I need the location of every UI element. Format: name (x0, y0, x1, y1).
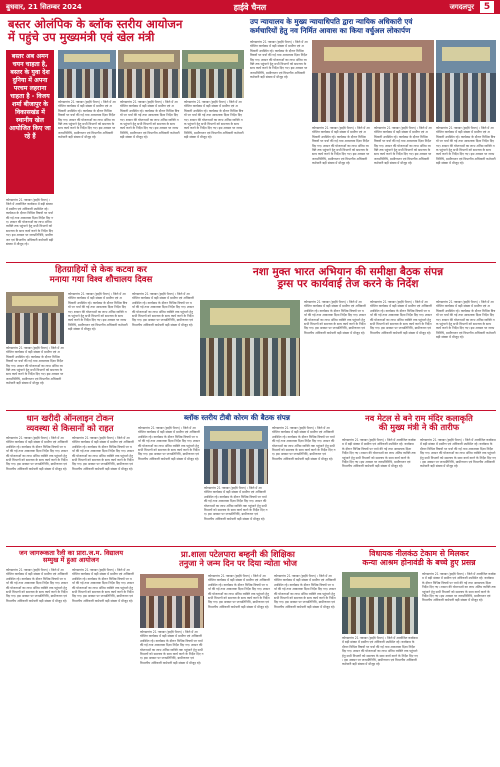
story1-headline (8, 18, 240, 44)
story8-headline-line1: जन जागरूकता रैली का प्रारा.ज.म. विद्यालय (18, 549, 124, 557)
section-divider-3 (6, 546, 496, 547)
story3-text-col1: कोण्डागांव 21 नवम्बर (हाईवे चैनल) । जिले में आयोजित कार्यक्रम में बड़ी संख्या में ग्रामीण एवं अधिकारी उपस्थित रहे। कार्यक्रम के दौरान विभिन्न विषयों पर चर्चा की गई तथा आवश्यक दिशा निर्देश दिए गए। शासन की योजनाओं का लाभ अंतिम व्यक्ति तक पहुंचाने हेतु सभी विभागों को समन्वय के साथ कार्य करने के निर्देश दिए गए। इस अवसर पर जनप्रतिनिधि, ग्रामीणजन एवं विभागीय अधिकारी कर्मचारी बड़ी संख्या में मौजूद रहे। (6, 346, 64, 386)
story6-text-col1: कोण्डागांव 21 नवम्बर (हाईवे चैनल) । जिले में आयोजित कार्यक्रम में बड़ी संख्या में ग्रामीण एवं अधिकारी उपस्थित रहे। कार्यक्रम के दौरान विभिन्न विषयों पर चर्चा की गई तथा आवश्यक दिशा निर्देश दिए गए। शासन की योजनाओं का लाभ अंतिम व्यक्ति तक पहुंचाने हेतु सभी विभागों को समन्वय के साथ कार्य करने के निर्देश दिए गए। इस अवसर पर जनप्रतिनिधि, ग्रामीणजन एवं विभागीय अधिकारी कर्मचारी बड़ी संख्या में मौजूद रहे। (138, 426, 200, 461)
story5-headline-line1: धान खरीदी ऑनलाइन टोकन (26, 413, 114, 423)
story2-text-col1: कोण्डागांव 21 नवम्बर (हाईवे चैनल) । जिले में आयोजित कार्यक्रम में बड़ी संख्या में ग्रामीण एवं अधिकारी उपस्थित रहे। कार्यक्रम के दौरान विभिन्न विषयों पर चर्चा की गई तथा आवश्यक दिशा निर्देश दिए गए। शासन की योजनाओं का लाभ अंतिम व्यक्ति तक पहुंचाने हेतु सभी विभागों को समन्वय के साथ कार्य करने के निर्देश दिए गए। इस अवसर पर जनप्रतिनिधि, ग्रामीणजन एवं विभागीय अधिकारी कर्मचारी बड़ी संख्या में मौजूद रहे। (250, 40, 308, 80)
story3-headline-line1: हितग्राहियों से केक कटवा कर (55, 265, 147, 275)
story9-text-col3: कोण्डागांव 21 नवम्बर (हाईवे चैनल) । जिले में आयोजित कार्यक्रम में बड़ी संख्या में ग्रामीण एवं अधिकारी उपस्थित रहे। कार्यक्रम के दौरान विभिन्न विषयों पर चर्चा की गई तथा आवश्यक दिशा निर्देश दिए गए। शासन की योजनाओं का लाभ अंतिम व्यक्ति तक पहुंचाने हेतु सभी विभागों को समन्वय के साथ कार्य करने के निर्देश दिए गए। इस अवसर पर जनप्रतिनिधि, ग्रामीणजन एवं विभागीय अधिकारी कर्मचारी बड़ी संख्या में मौजूद रहे। (274, 574, 336, 609)
story4-text-col2: कोण्डागांव 21 नवम्बर (हाईवे चैनल) । जिले में आयोजित कार्यक्रम में बड़ी संख्या में ग्रामीण एवं अधिकारी उपस्थित रहे। कार्यक्रम के दौरान विभिन्न विषयों पर चर्चा की गई तथा आवश्यक दिशा निर्देश दिए गए। शासन की योजनाओं का लाभ अंतिम व्यक्ति तक पहुंचाने हेतु सभी विभागों को समन्वय के साथ कार्य करने के निर्देश दिए गए। इस अवसर पर जनप्रतिनिधि, ग्रामीणजन एवं विभागीय अधिकारी कर्मचारी बड़ी संख्या में मौजूद रहे। (370, 300, 432, 335)
story9-photo (140, 574, 204, 628)
story10-headline-line2: कन्या आश्रम होनावंडी के बच्चे हुए प्रसन्न (362, 557, 476, 567)
story4-headline-line1: नशा मुक्त भारत अभियान की समीक्षा बैठक संपन्न (252, 266, 444, 278)
story2-text-col2: कोण्डागांव 21 नवम्बर (हाईवे चैनल) । जिले में आयोजित कार्यक्रम में बड़ी संख्या में ग्रामीण एवं अधिकारी उपस्थित रहे। कार्यक्रम के दौरान विभिन्न विषयों पर चर्चा की गई तथा आवश्यक दिशा निर्देश दिए गए। शासन की योजनाओं का लाभ अंतिम व्यक्ति तक पहुंचाने हेतु सभी विभागों को समन्वय के साथ कार्य करने के निर्देश दिए गए। इस अवसर पर जनप्रतिनिधि, ग्रामीणजन एवं विभागीय अधिकारी कर्मचारी बड़ी संख्या में मौजूद रहे। (312, 126, 370, 166)
story6-text-col2: कोण्डागांव 21 नवम्बर (हाईवे चैनल) । जिले में आयोजित कार्यक्रम में बड़ी संख्या में ग्रामीण एवं अधिकारी उपस्थित रहे। कार्यक्रम के दौरान विभिन्न विषयों पर चर्चा की गई तथा आवश्यक दिशा निर्देश दिए गए। शासन की योजनाओं का लाभ अंतिम व्यक्ति तक पहुंचाने हेतु सभी विभागों को समन्वय के साथ कार्य करने के निर्देश दिए गए। इस अवसर पर जनप्रतिनिधि, ग्रामीणजन एवं विभागीय अधिकारी कर्मचारी बड़ी संख्या में मौजूद रहे। (204, 486, 268, 521)
story2-text-col3: कोण्डागांव 21 नवम्बर (हाईवे चैनल) । जिले में आयोजित कार्यक्रम में बड़ी संख्या में ग्रामीण एवं अधिकारी उपस्थित रहे। कार्यक्रम के दौरान विभिन्न विषयों पर चर्चा की गई तथा आवश्यक दिशा निर्देश दिए गए। शासन की योजनाओं का लाभ अंतिम व्यक्ति तक पहुंचाने हेतु सभी विभागों को समन्वय के साथ कार्य करने के निर्देश दिए गए। इस अवसर पर जनप्रतिनिधि, ग्रामीणजन एवं विभागीय अधिकारी कर्मचारी बड़ी संख्या में मौजूद रहे। (374, 126, 432, 166)
story7-headline (342, 414, 496, 433)
section-divider-2 (6, 410, 496, 411)
story1-photo-1 (58, 50, 116, 98)
story1-text-col2: कोण्डागांव 21 नवम्बर (हाईवे चैनल) । जिले में आयोजित कार्यक्रम में बड़ी संख्या में ग्रामीण एवं अधिकारी उपस्थित रहे। कार्यक्रम के दौरान विभिन्न विषयों पर चर्चा की गई तथा आवश्यक दिशा निर्देश दिए गए। शासन की योजनाओं का लाभ अंतिम व्यक्ति तक पहुंचाने हेतु सभी विभागों को समन्वय के साथ कार्य करने के निर्देश दिए गए। इस अवसर पर जनप्रतिनिधि, ग्रामीणजन एवं विभागीय अधिकारी कर्मचारी बड़ी संख्या में मौजूद रहे। (58, 100, 116, 140)
story1-photo-2 (118, 50, 180, 98)
story8-text-col1: कोण्डागांव 21 नवम्बर (हाईवे चैनल) । जिले में आयोजित कार्यक्रम में बड़ी संख्या में ग्रामीण एवं अधिकारी उपस्थित रहे। कार्यक्रम के दौरान विभिन्न विषयों पर चर्चा की गई तथा आवश्यक दिशा निर्देश दिए गए। शासन की योजनाओं का लाभ अंतिम व्यक्ति तक पहुंचाने हेतु सभी विभागों को समन्वय के साथ कार्य करने के निर्देश दिए गए। इस अवसर पर जनप्रतिनिधि, ग्रामीणजन एवं विभागीय अधिकारी कर्मचारी बड़ी संख्या में मौजूद रहे। (6, 568, 68, 603)
story1-headline-line1: बस्तर ओलंपिक के ब्लॉक स्तरीय आयोजन (8, 17, 183, 31)
story9-headline (140, 550, 336, 569)
story5-text-col2: कोण्डागांव 21 नवम्बर (हाईवे चैनल) । जिले में आयोजित कार्यक्रम में बड़ी संख्या में ग्रामीण एवं अधिकारी उपस्थित रहे। कार्यक्रम के दौरान विभिन्न विषयों पर चर्चा की गई तथा आवश्यक दिशा निर्देश दिए गए। शासन की योजनाओं का लाभ अंतिम व्यक्ति तक पहुंचाने हेतु सभी विभागों को समन्वय के साथ कार्य करने के निर्देश दिए गए। इस अवसर पर जनप्रतिनिधि, ग्रामीणजन एवं विभागीय अधिकारी कर्मचारी बड़ी संख्या में मौजूद रहे। (72, 436, 134, 471)
story2-headline-line1: उप न्यायालय के मुख्य न्यायाधिपति द्वारा न्यायिक अधिकारी एवं (250, 17, 413, 26)
story5-headline (8, 414, 132, 433)
story1-headline-line2: में पहुंचे उप मुख्यमंत्री एवं खेल मंत्री (8, 30, 155, 45)
story8-headline-line2: सम्मुख में हुआ आयोजन (43, 556, 99, 565)
story4-headline (200, 266, 496, 290)
page-number: 5 (480, 1, 494, 13)
story4-text-col1: कोण्डागांव 21 नवम्बर (हाईवे चैनल) । जिले में आयोजित कार्यक्रम में बड़ी संख्या में ग्रामीण एवं अधिकारी उपस्थित रहे। कार्यक्रम के दौरान विभिन्न विषयों पर चर्चा की गई तथा आवश्यक दिशा निर्देश दिए गए। शासन की योजनाओं का लाभ अंतिम व्यक्ति तक पहुंचाने हेतु सभी विभागों को समन्वय के साथ कार्य करने के निर्देश दिए गए। इस अवसर पर जनप्रतिनिधि, ग्रामीणजन एवं विभागीय अधिकारी कर्मचारी बड़ी संख्या में मौजूद रहे। (304, 300, 366, 335)
story3-headline (8, 266, 194, 286)
newspaper-name: हाईवे चैनल (233, 2, 267, 12)
story1-photo-3 (182, 50, 244, 98)
story7-headline-line1: नव मेटल से बने राम मंदिर कलाकृति (365, 413, 473, 423)
story9-headline-line1: प्रा.शाला पटेलपारा बम्हनी की शिक्षिका (181, 549, 295, 559)
story10-photo (342, 572, 418, 634)
story1-quote-box: बस्तर अब अमन चयन चाहता है, बस्तर के युवा देश दुनिया में अपना परचम लहराना चाहता है - विजय शर्मा बीजापुर के विकासखंड में स्थानीय खेल आयोजित किए जा रहे हैं (6, 50, 54, 194)
story8-headline (8, 550, 134, 565)
story2-text-col4: कोण्डागांव 21 नवम्बर (हाईवे चैनल) । जिले में आयोजित कार्यक्रम में बड़ी संख्या में ग्रामीण एवं अधिकारी उपस्थित रहे। कार्यक्रम के दौरान विभिन्न विषयों पर चर्चा की गई तथा आवश्यक दिशा निर्देश दिए गए। शासन की योजनाओं का लाभ अंतिम व्यक्ति तक पहुंचाने हेतु सभी विभागों को समन्वय के साथ कार्य करने के निर्देश दिए गए। इस अवसर पर जनप्रतिनिधि, ग्रामीणजन एवं विभागीय अधिकारी कर्मचारी बड़ी संख्या में मौजूद रहे। (436, 126, 496, 166)
story4-headline-line2: ड्रग्स पर कार्यवाई तेज करने के निर्देश (277, 278, 419, 291)
story6-photo (204, 426, 268, 484)
story7-headline-line2: की मुख्य मंत्री ने की तारीफ (378, 422, 460, 433)
page-header (0, 0, 500, 14)
story9-text-col1: कोण्डागांव 21 नवम्बर (हाईवे चैनल) । जिले में आयोजित कार्यक्रम में बड़ी संख्या में ग्रामीण एवं अधिकारी उपस्थित रहे। कार्यक्रम के दौरान विभिन्न विषयों पर चर्चा की गई तथा आवश्यक दिशा निर्देश दिए गए। शासन की योजनाओं का लाभ अंतिम व्यक्ति तक पहुंचाने हेतु सभी विभागों को समन्वय के साथ कार्य करने के निर्देश दिए गए। इस अवसर पर जनप्रतिनिधि, ग्रामीणजन एवं विभागीय अधिकारी कर्मचारी बड़ी संख्या में मौजूद रहे। (140, 630, 204, 665)
story2-headline (250, 18, 496, 35)
story6-headline: ब्लॉक स्तरीय टीबी कोरम की बैठक संपन्न (184, 413, 290, 422)
story10-text-col1: कोण्डागांव 21 नवम्बर (हाईवे चैनल) । जिले में आयोजित कार्यक्रम में बड़ी संख्या में ग्रामीण एवं अधिकारी उपस्थित रहे। कार्यक्रम के दौरान विभिन्न विषयों पर चर्चा की गई तथा आवश्यक दिशा निर्देश दिए गए। शासन की योजनाओं का लाभ अंतिम व्यक्ति तक पहुंचाने हेतु सभी विभागों को समन्वय के साथ कार्य करने के निर्देश दिए गए। इस अवसर पर जनप्रतिनिधि, ग्रामीणजन एवं विभागीय अधिकारी कर्मचारी बड़ी संख्या में मौजूद रहे। (342, 636, 418, 667)
story7-text-col1: कोण्डागांव 21 नवम्बर (हाईवे चैनल) । जिले में आयोजित कार्यक्रम में बड़ी संख्या में ग्रामीण एवं अधिकारी उपस्थित रहे। कार्यक्रम के दौरान विभिन्न विषयों पर चर्चा की गई तथा आवश्यक दिशा निर्देश दिए गए। शासन की योजनाओं का लाभ अंतिम व्यक्ति तक पहुंचाने हेतु सभी विभागों को समन्वय के साथ कार्य करने के निर्देश दिए गए। इस अवसर पर जनप्रतिनिधि, ग्रामीणजन एवं विभागीय अधिकारी कर्मचारी बड़ी संख्या में मौजूद रहे। (342, 438, 416, 469)
story3-text-col2: कोण्डागांव 21 नवम्बर (हाईवे चैनल) । जिले में आयोजित कार्यक्रम में बड़ी संख्या में ग्रामीण एवं अधिकारी उपस्थित रहे। कार्यक्रम के दौरान विभिन्न विषयों पर चर्चा की गई तथा आवश्यक दिशा निर्देश दिए गए। शासन की योजनाओं का लाभ अंतिम व्यक्ति तक पहुंचाने हेतु सभी विभागों को समन्वय के साथ कार्य करने के निर्देश दिए गए। इस अवसर पर जनप्रतिनिधि, ग्रामीणजन एवं विभागीय अधिकारी कर्मचारी बड़ी संख्या में मौजूद रहे। (68, 292, 128, 332)
story1-text-col3: कोण्डागांव 21 नवम्बर (हाईवे चैनल) । जिले में आयोजित कार्यक्रम में बड़ी संख्या में ग्रामीण एवं अधिकारी उपस्थित रहे। कार्यक्रम के दौरान विभिन्न विषयों पर चर्चा की गई तथा आवश्यक दिशा निर्देश दिए गए। शासन की योजनाओं का लाभ अंतिम व्यक्ति तक पहुंचाने हेतु सभी विभागों को समन्वय के साथ कार्य करने के निर्देश दिए गए। इस अवसर पर जनप्रतिनिधि, ग्रामीणजन एवं विभागीय अधिकारी कर्मचारी बड़ी संख्या में मौजूद रहे। (120, 100, 180, 140)
story2-photo-2 (436, 40, 496, 122)
story10-headline-line1: विधायक नीलकंठ टेकाम से मिलकर (369, 549, 469, 558)
story1-text-col4: कोण्डागांव 21 नवम्बर (हाईवे चैनल) । जिले में आयोजित कार्यक्रम में बड़ी संख्या में ग्रामीण एवं अधिकारी उपस्थित रहे। कार्यक्रम के दौरान विभिन्न विषयों पर चर्चा की गई तथा आवश्यक दिशा निर्देश दिए गए। शासन की योजनाओं का लाभ अंतिम व्यक्ति तक पहुंचाने हेतु सभी विभागों को समन्वय के साथ कार्य करने के निर्देश दिए गए। इस अवसर पर जनप्रतिनिधि, ग्रामीणजन एवं विभागीय अधिकारी कर्मचारी बड़ी संख्या में मौजूद रहे। (184, 100, 244, 140)
story6-text-col3: कोण्डागांव 21 नवम्बर (हाईवे चैनल) । जिले में आयोजित कार्यक्रम में बड़ी संख्या में ग्रामीण एवं अधिकारी उपस्थित रहे। कार्यक्रम के दौरान विभिन्न विषयों पर चर्चा की गई तथा आवश्यक दिशा निर्देश दिए गए। शासन की योजनाओं का लाभ अंतिम व्यक्ति तक पहुंचाने हेतु सभी विभागों को समन्वय के साथ कार्य करने के निर्देश दिए गए। इस अवसर पर जनप्रतिनिधि, ग्रामीणजन एवं विभागीय अधिकारी कर्मचारी बड़ी संख्या में मौजूद रहे। (272, 426, 336, 461)
story7-text-col2: कोण्डागांव 21 नवम्बर (हाईवे चैनल) । जिले में आयोजित कार्यक्रम में बड़ी संख्या में ग्रामीण एवं अधिकारी उपस्थित रहे। कार्यक्रम के दौरान विभिन्न विषयों पर चर्चा की गई तथा आवश्यक दिशा निर्देश दिए गए। शासन की योजनाओं का लाभ अंतिम व्यक्ति तक पहुंचाने हेतु सभी विभागों को समन्वय के साथ कार्य करने के निर्देश दिए गए। इस अवसर पर जनप्रतिनिधि, ग्रामीणजन एवं विभागीय अधिकारी कर्मचारी बड़ी संख्या में मौजूद रहे। (420, 438, 496, 469)
issue-date: बुधवार, 21 सितम्बर 2024 (6, 2, 82, 11)
story2-headline-line2: कर्मचारियों हेतु नव निर्मित आवास का किया वर्चुअल लोकार्पण (250, 25, 411, 35)
story10-text-col2: कोण्डागांव 21 नवम्बर (हाईवे चैनल) । जिले में आयोजित कार्यक्रम में बड़ी संख्या में ग्रामीण एवं अधिकारी उपस्थित रहे। कार्यक्रम के दौरान विभिन्न विषयों पर चर्चा की गई तथा आवश्यक दिशा निर्देश दिए गए। शासन की योजनाओं का लाभ अंतिम व्यक्ति तक पहुंचाने हेतु सभी विभागों को समन्वय के साथ कार्य करने के निर्देश दिए गए। इस अवसर पर जनप्रतिनिधि, ग्रामीणजन एवं विभागीय अधिकारी कर्मचारी बड़ी संख्या में मौजूद रहे। (422, 572, 496, 603)
story4-photo (200, 300, 300, 396)
story2-photo-1 (312, 40, 434, 122)
section-divider-1 (6, 262, 496, 263)
story3-headline-line2: मनाया गया विश्व शौचालय दिवस (49, 274, 153, 285)
story9-text-col2: कोण्डागांव 21 नवम्बर (हाईवे चैनल) । जिले में आयोजित कार्यक्रम में बड़ी संख्या में ग्रामीण एवं अधिकारी उपस्थित रहे। कार्यक्रम के दौरान विभिन्न विषयों पर चर्चा की गई तथा आवश्यक दिशा निर्देश दिए गए। शासन की योजनाओं का लाभ अंतिम व्यक्ति तक पहुंचाने हेतु सभी विभागों को समन्वय के साथ कार्य करने के निर्देश दिए गए। इस अवसर पर जनप्रतिनिधि, ग्रामीणजन एवं विभागीय अधिकारी कर्मचारी बड़ी संख्या में मौजूद रहे। (208, 574, 270, 609)
story1-text-col1: कोण्डागांव 21 नवम्बर (हाईवे चैनल) । जिले में आयोजित कार्यक्रम में बड़ी संख्या में ग्रामीण एवं अधिकारी उपस्थित रहे। कार्यक्रम के दौरान विभिन्न विषयों पर चर्चा की गई तथा आवश्यक दिशा निर्देश दिए गए। शासन की योजनाओं का लाभ अंतिम व्यक्ति तक पहुंचाने हेतु सभी विभागों को समन्वय के साथ कार्य करने के निर्देश दिए गए। इस अवसर पर जनप्रतिनिधि, ग्रामीणजन एवं विभागीय अधिकारी कर्मचारी बड़ी संख्या में मौजूद रहे। (6, 198, 54, 247)
story3-text-col3: कोण्डागांव 21 नवम्बर (हाईवे चैनल) । जिले में आयोजित कार्यक्रम में बड़ी संख्या में ग्रामीण एवं अधिकारी उपस्थित रहे। कार्यक्रम के दौरान विभिन्न विषयों पर चर्चा की गई तथा आवश्यक दिशा निर्देश दिए गए। शासन की योजनाओं का लाभ अंतिम व्यक्ति तक पहुंचाने हेतु सभी विभागों को समन्वय के साथ कार्य करने के निर्देश दिए गए। इस अवसर पर जनप्रतिनिधि, ग्रामीणजन एवं विभागीय अधिकारी कर्मचारी बड़ी संख्या में मौजूद रहे। (132, 292, 194, 327)
story4-text-col3: कोण्डागांव 21 नवम्बर (हाईवे चैनल) । जिले में आयोजित कार्यक्रम में बड़ी संख्या में ग्रामीण एवं अधिकारी उपस्थित रहे। कार्यक्रम के दौरान विभिन्न विषयों पर चर्चा की गई तथा आवश्यक दिशा निर्देश दिए गए। शासन की योजनाओं का लाभ अंतिम व्यक्ति तक पहुंचाने हेतु सभी विभागों को समन्वय के साथ कार्य करने के निर्देश दिए गए। इस अवसर पर जनप्रतिनिधि, ग्रामीणजन एवं विभागीय अधिकारी कर्मचारी बड़ी संख्या में मौजूद रहे। (436, 300, 496, 340)
story9-headline-line2: तनुजा ने जन्म दिन पर दिया न्योता भोज (179, 558, 297, 569)
story5-headline-line2: व्यवस्था से किसानों को राहत (26, 422, 114, 433)
story8-text-col2: कोण्डागांव 21 नवम्बर (हाईवे चैनल) । जिले में आयोजित कार्यक्रम में बड़ी संख्या में ग्रामीण एवं अधिकारी उपस्थित रहे। कार्यक्रम के दौरान विभिन्न विषयों पर चर्चा की गई तथा आवश्यक दिशा निर्देश दिए गए। शासन की योजनाओं का लाभ अंतिम व्यक्ति तक पहुंचाने हेतु सभी विभागों को समन्वय के साथ कार्य करने के निर्देश दिए गए। इस अवसर पर जनप्रतिनिधि, ग्रामीणजन एवं विभागीय अधिकारी कर्मचारी बड़ी संख्या में मौजूद रहे। (72, 568, 134, 603)
edition-city: जगदलपुर (449, 2, 474, 11)
story10-headline (342, 550, 496, 568)
story3-photo (6, 292, 64, 344)
story5-text-col1: कोण्डागांव 21 नवम्बर (हाईवे चैनल) । जिले में आयोजित कार्यक्रम में बड़ी संख्या में ग्रामीण एवं अधिकारी उपस्थित रहे। कार्यक्रम के दौरान विभिन्न विषयों पर चर्चा की गई तथा आवश्यक दिशा निर्देश दिए गए। शासन की योजनाओं का लाभ अंतिम व्यक्ति तक पहुंचाने हेतु सभी विभागों को समन्वय के साथ कार्य करने के निर्देश दिए गए। इस अवसर पर जनप्रतिनिधि, ग्रामीणजन एवं विभागीय अधिकारी कर्मचारी बड़ी संख्या में मौजूद रहे। (6, 436, 68, 471)
